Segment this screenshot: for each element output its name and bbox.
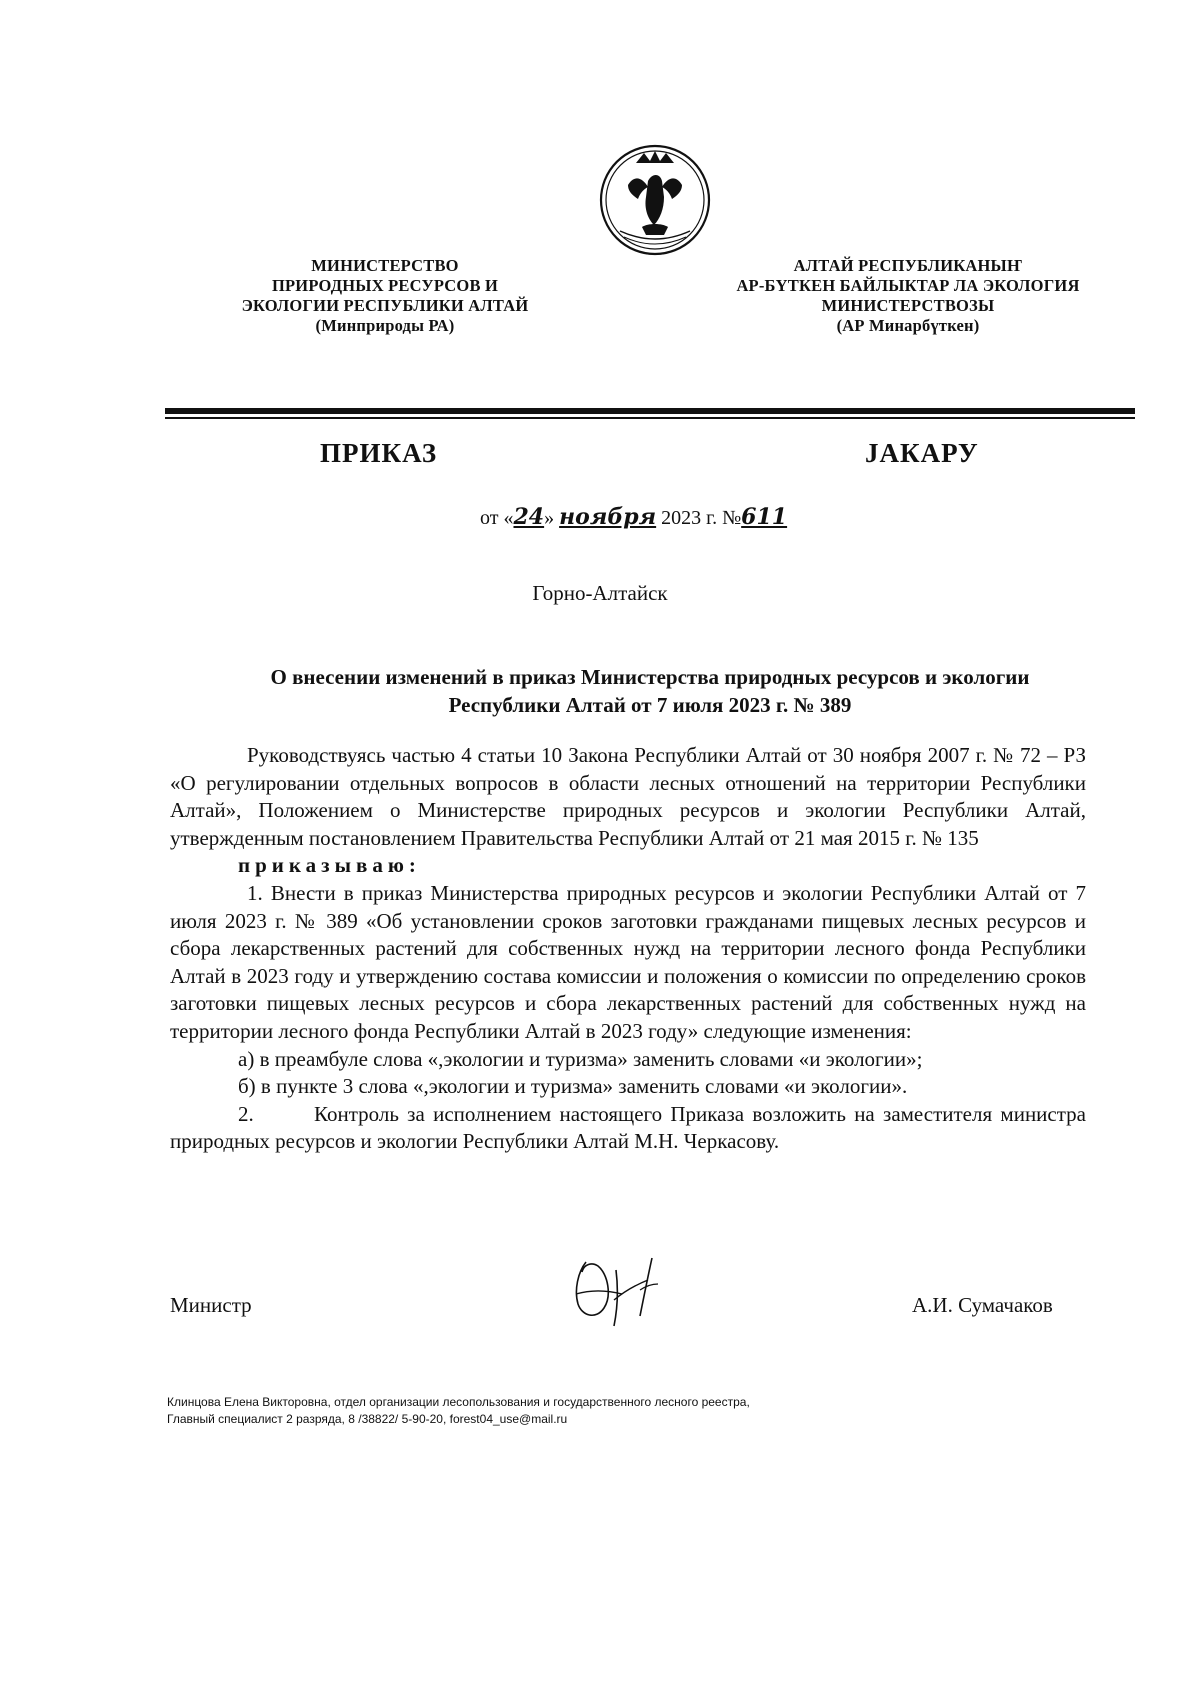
order-item-2-number: 2. (238, 1101, 254, 1126)
header-right-line3: МИНИСТЕРСТВОЗЫ (821, 296, 995, 315)
order-item-1: 1. Внести в приказ Министерства природных ресурсов и экологии Республики Алтай от 7 июля 2023 г. № 389 «Об установлении сроков заготовки гражданами пищевых лесных ресурсов и сбора лекарственных растений для собственных нужд на территории лесного фонда Республики Алтай в 2023 году и утверждению состава комиссии и положения о комиссии по определению сроков заготовки пищевых лесных ресурсов и сбора лекарственных растений для собственных нужд на территории лесного фонда Республики Алтай в 2023 году» следующие изменения: (170, 880, 1086, 1043)
subject-line2: Республики Алтай от 7 июля 2023 г. № 389 (448, 693, 852, 717)
signatory-title: Министр (170, 1293, 252, 1317)
coat-of-arms-emblem-icon (598, 143, 712, 257)
header-divider-thin (165, 417, 1135, 419)
city-name: Горно-Алтайск (532, 581, 668, 605)
header-right-line2: АР-БҮТКЕН БАЙЛЫКТАР ЛА ЭКОЛОГИЯ (736, 276, 1080, 295)
subject-line1: О внесении изменений в приказ Министерства природных ресурсов и экологии (270, 665, 1030, 689)
date-mid: » (544, 507, 560, 529)
order-subitem-a: а) в преамбуле слова «,экологии и туризма» заменить словами «и экологии»; (238, 1046, 923, 1071)
header-left-line1: МИНИСТЕРСТВО (311, 256, 459, 275)
order-item-2-text: Контроль за исполнением настоящего Приказа возложить на заместителя министра природных ресурсов и экологии Республики Алтай М.Н. Черкасову. (170, 1101, 1086, 1154)
signatory-name: А.И. Сумачаков (912, 1293, 1053, 1317)
date-prefix: от « (480, 507, 514, 529)
order-subject (170, 663, 1130, 719)
document-title-altai: JAКАРУ (865, 438, 979, 468)
header-divider-thick (165, 408, 1135, 414)
handwritten-month: ноября (559, 504, 657, 530)
order-word: приказываю: (238, 853, 421, 878)
handwritten-order-number: 611 (741, 504, 788, 530)
preamble-paragraph: Руководствуясь частью 4 статьи 10 Закона Республики Алтай от 30 ноября 2007 г. № 72 – РЗ «О регулировании отдельных вопросов в области лесных отношений на территории Республики Алтай», Положением о Министерстве природных ресурсов и экологии Республики Алтай, утвержденным постановлением Правительства Республики Алтай от 21 мая 2015 г. № 135 (170, 743, 1086, 850)
executor-line1: Клинцова Елена Викторовна, отдел организации лесопользования и государственного лесного реестра, (167, 1395, 750, 1409)
order-item-2 (170, 1101, 1086, 1156)
executor-note (167, 1394, 967, 1428)
order-date-line (480, 504, 787, 530)
executor-line2: Главный специалист 2 разряда, 8 /38822/ 5-90-20, forest04_use@mail.ru (167, 1412, 568, 1426)
order-body (170, 742, 1086, 1156)
header-left-line3: ЭКОЛОГИИ РЕСПУБЛИКИ АЛТАЙ (241, 296, 529, 315)
handwritten-signature (556, 1250, 686, 1336)
header-left-line4: (Минприроды РА) (315, 316, 455, 335)
ministry-name-altai (718, 256, 1098, 336)
header-right-line4: (АР Минарбүткен) (836, 316, 980, 335)
order-subitem-b: б) в пункте 3 слова «,экологии и туризма» заменить словами «и экологии». (238, 1074, 908, 1099)
document-title-russian: ПРИКАЗ (320, 438, 438, 468)
date-year: 2023 г. № (656, 507, 742, 529)
handwritten-day: 24 (513, 504, 545, 530)
header-left-line2: ПРИРОДНЫХ РЕСУРСОВ И (271, 276, 499, 295)
ministry-name-russian (205, 256, 565, 336)
header-right-line1: АЛТАЙ РЕСПУБЛИКАНЫҤ (793, 256, 1023, 275)
